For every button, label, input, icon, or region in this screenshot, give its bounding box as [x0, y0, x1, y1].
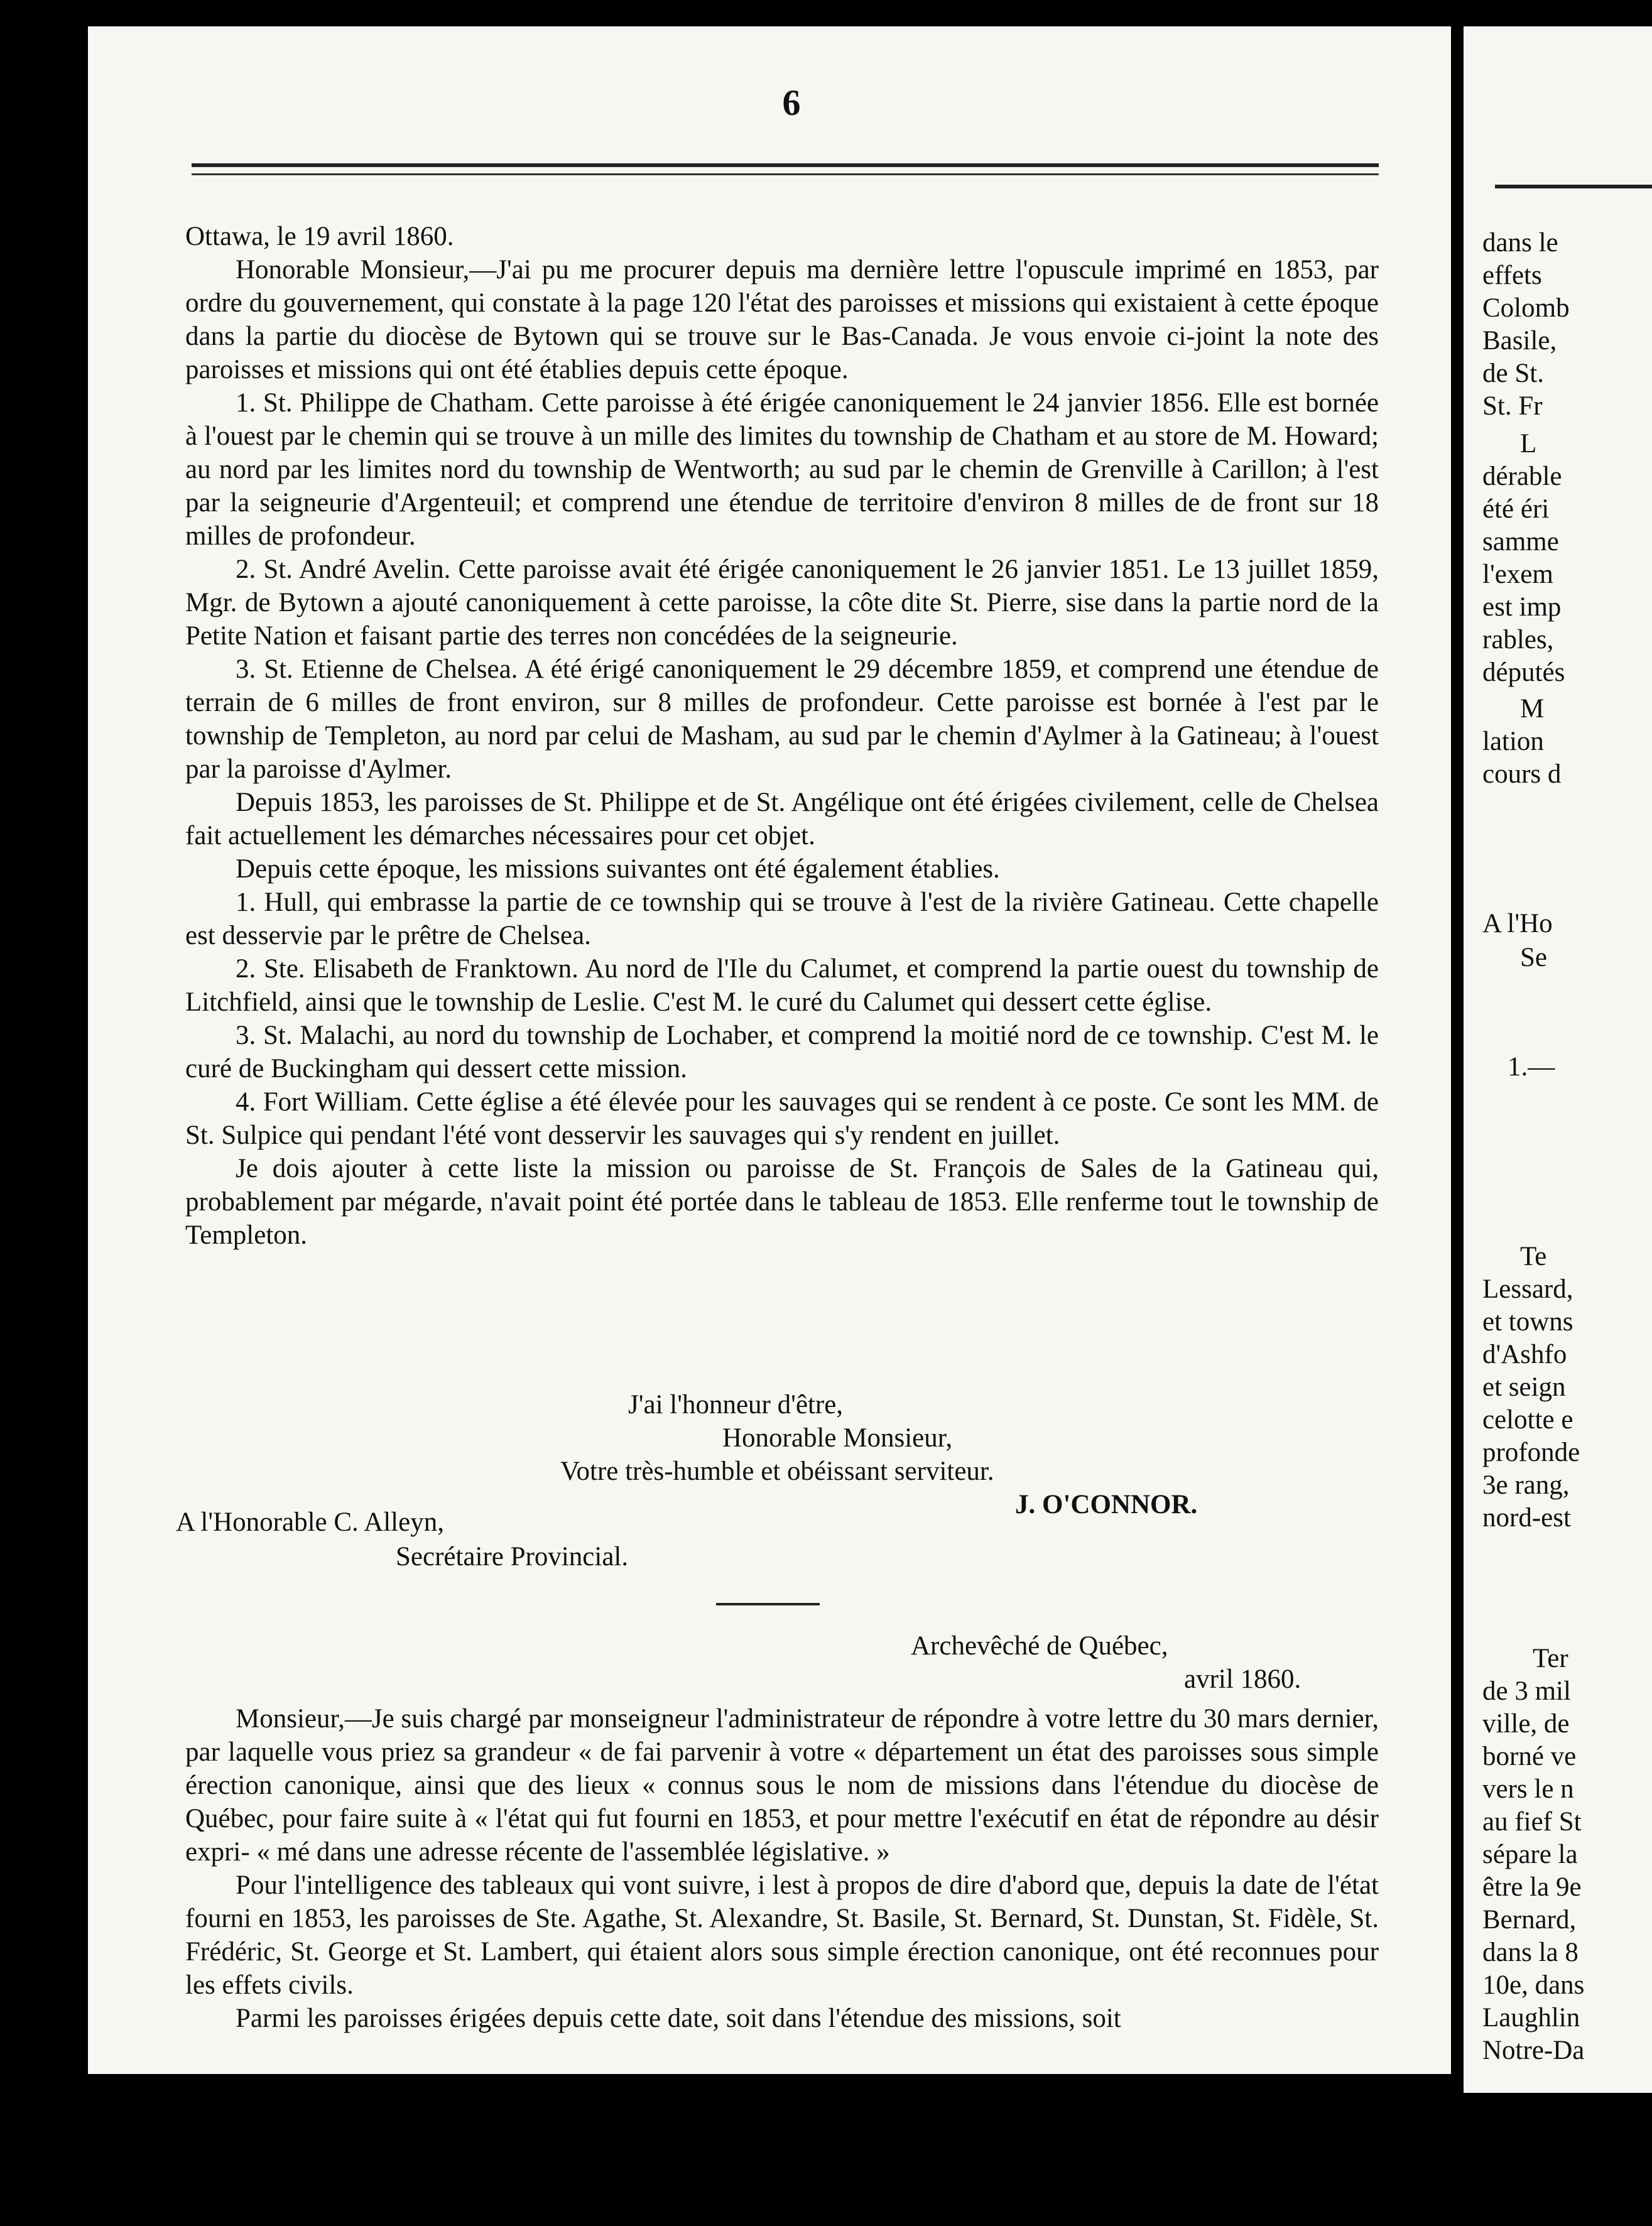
adjacent-text-fragment: profonde [1482, 1438, 1580, 1467]
letter-quebec [185, 1702, 1379, 2035]
adjacent-text-fragment: été éri [1482, 494, 1550, 524]
adjacent-text-fragment: députés [1482, 658, 1565, 687]
dateline-date: avril 1860. [1184, 1664, 1301, 1694]
addressee-title: Secrétaire Provincial. [396, 1542, 629, 1572]
adjacent-text-fragment: sépare la [1482, 1840, 1578, 1869]
paragraph: 2. Ste. Elisabeth de Franktown. Au nord de l'Ile du Calumet, et comprend la partie ouest du township de Litchfield, ainsi que le township de Leslie. C'est M. le curé du Calumet qui dessert cette église. [185, 954, 1379, 1017]
adjacent-text-fragment: A l'Ho [1482, 909, 1553, 938]
paragraph: Honorable Monsieur,—J'ai pu me procurer depuis ma dernière lettre l'opuscule imprimé en 1853, par ordre du gouvernement, qui constate à la page 120 l'état des paroisses et missions qui existaient à cette époque dans la partie du diocèse de Bytown qui se trouve sur le Bas-Canada. Je vous envoie ci-joint la note des paroisses et missions qui ont été établies depuis cette époque. [185, 255, 1379, 384]
adjacent-text-fragment: borné ve [1482, 1742, 1577, 1771]
adjacent-text-fragment: L [1520, 429, 1537, 459]
section-divider [716, 1603, 820, 1605]
adjacent-text-fragment: de 3 mil [1482, 1676, 1571, 1706]
adjacent-text-fragment: samme [1482, 527, 1559, 556]
paragraph: Pour l'intelligence des tableaux qui vont suivre, i lest à propos de dire d'abord que, depuis la date de l'état fourni en 1853, les paroisses de Ste. Agathe, St. Alexandre, St. Basile, St. Bernard, St. Dunstan, St. Fidèle, St. Frédéric, St. George et St. Lambert, qui étaient alors sous simple érection canonique, ont été reconnues pour les effets civils. [185, 1870, 1379, 2000]
adjacent-text-fragment: nord-est [1482, 1503, 1571, 1533]
closing-line: Votre très-humble et obéissant serviteur. [560, 1457, 994, 1486]
paragraph: Parmi les paroisses érigées depuis cette date, soit dans l'étendue des missions, soit [236, 2004, 1121, 2033]
adjacent-text-fragment: être la 9e [1482, 1872, 1582, 1902]
closing-line: J'ai l'honneur d'être, [628, 1390, 844, 1420]
page-number: 6 [782, 82, 801, 123]
paragraph: Depuis 1853, les paroisses de St. Philippe et de St. Angélique ont été érigées civilement, celle de Chelsea fait actuellement les démarches nécessaires pour cet objet. [185, 788, 1379, 850]
adjacent-text-fragment: Te [1520, 1242, 1547, 1271]
signature: J. O'CONNOR. [1015, 1490, 1198, 1519]
document-page [88, 26, 1451, 2074]
adjacent-text-fragment: d'Ashfo [1482, 1340, 1567, 1369]
adjacent-text-fragment: 10e, dans [1482, 1970, 1585, 2000]
adjacent-text-fragment: Notre-Da [1482, 2036, 1585, 2065]
adjacent-text-fragment: Laughlin [1482, 2003, 1580, 2033]
paragraph: 3. St. Malachi, au nord du township de Lochaber, et comprend la moitié nord de ce township. C'est M. le curé de Buckingham qui dessert cette mission. [185, 1021, 1379, 1083]
dateline-ottawa: Ottawa, le 19 avril 1860. [185, 222, 454, 251]
adjacent-page [1464, 26, 1652, 2093]
adjacent-text-fragment: Ter [1533, 1644, 1568, 1673]
adjacent-text-fragment: et towns [1482, 1307, 1573, 1337]
adjacent-text-fragment: Bernard, [1482, 1905, 1577, 1935]
adjacent-text-fragment: l'exem [1482, 560, 1553, 589]
adjacent-text-fragment: effets [1482, 261, 1542, 290]
adjacent-text-fragment: celotte e [1482, 1405, 1573, 1435]
adjacent-text-fragment: rables, [1482, 625, 1554, 654]
adjacent-text-fragment: dans le [1482, 228, 1558, 258]
adjacent-text-fragment: dérable [1482, 462, 1562, 491]
paragraph: 3. St. Etienne de Chelsea. A été érigé canoniquement le 29 décembre 1859, et comprend une étendue de terrain de 6 milles de front environ, sur 8 milles de profondeur. Cette paroisse est bornée à l'est par le township de Templeton, au nord par celui de Masham, au sud par le chemin d'Aylmer à la Gatineau; à l'ouest par la paroisse d'Aylmer. [185, 654, 1379, 784]
adjacent-text-fragment: Basile, [1482, 326, 1557, 356]
adjacent-text-fragment: au fief St [1482, 1807, 1582, 1837]
adjacent-text-fragment: est imp [1482, 592, 1562, 622]
adjacent-text-fragment: M [1520, 694, 1545, 724]
adjacent-header-rule [1495, 185, 1652, 188]
adjacent-text-fragment: cours d [1482, 759, 1562, 789]
adjacent-text-fragment: Lessard, [1482, 1274, 1573, 1304]
adjacent-text-fragment: dans la 8 [1482, 1938, 1579, 1967]
letter-oconnor [185, 220, 1379, 1252]
adjacent-text-fragment: lation [1482, 727, 1544, 756]
paragraph: 1. St. Philippe de Chatham. Cette paroisse à été érigée canoniquement le 24 janvier 1856. Elle est bornée à l'ouest par le chemin qui se trouve à un mille des limites du township de Chatham et au store de M. Howard; au nord par les limites nord du township de Wentworth; au sud par le chemin de Grenville à Carillon; à l'est par la seigneurie d'Argenteuil; et comprend une étendue de territoire d'environ 8 milles de de front sur 18 milles de profondeur. [185, 388, 1379, 551]
adjacent-text-fragment: 1.— [1508, 1052, 1555, 1082]
adjacent-text-fragment: Se [1520, 943, 1547, 972]
paragraph: Depuis cette époque, les missions suivantes ont été également établies. [236, 854, 1000, 884]
adjacent-text-fragment: de St. [1482, 359, 1544, 388]
paragraph: 4. Fort William. Cette église a été élevée pour les sauvages qui se rendent à ce poste. Ce sont les MM. de St. Sulpice qui pendant l'été vont desservir les sauvages qui s'y rendent en juillet. [185, 1087, 1379, 1150]
paragraph: Je dois ajouter à cette liste la mission ou paroisse de St. François de Sales de la Gatineau qui, probablement par mégarde, n'avait point été portée dans le tableau de 1853. Elle renferme tout le township de Templeton. [185, 1154, 1379, 1250]
header-rule [192, 163, 1379, 175]
adjacent-text-fragment: vers le n [1482, 1774, 1574, 1804]
addressee: A l'Honorable C. Alleyn, [176, 1507, 444, 1537]
paragraph: 1. Hull, qui embrasse la partie de ce township qui se trouve à l'est de la rivière Gatineau. Cette chapelle est desservie par le prêtre de Chelsea. [185, 888, 1379, 950]
adjacent-text-fragment: 3e rang, [1482, 1470, 1570, 1500]
dateline-quebec: Archevêché de Québec, [911, 1631, 1168, 1661]
adjacent-text-fragment: St. Fr [1482, 391, 1543, 421]
adjacent-text-fragment: et seign [1482, 1372, 1566, 1402]
paragraph: Monsieur,—Je suis chargé par monseigneur l'administrateur de répondre à votre lettre du 30 mars dernier, par laquelle vous priez sa grandeur « de fai parvenir à votre « département un état des paroisses sous simple érection canonique, ainsi que des lieux « connus sous le nom de missions dans l'étendue du diocèse de Québec, pour faire suite à « l'état qui fut fourni en 1853, et pour mettre l'exécutif en état de répondre au désir expri- « mé dans une adresse récente de l'assemblée législative. » [185, 1704, 1379, 1867]
closing-line: Honorable Monsieur, [722, 1423, 953, 1453]
paragraph: 2. St. André Avelin. Cette paroisse avait été érigée canoniquement le 26 janvier 1851. Le 13 juillet 1859, Mgr. de Bytown a ajouté canoniquement à cette paroisse, la côte dite St. Pierre, sise dans la partie nord de la Petite Nation et faisant partie des terres non concédées de la seigneurie. [185, 555, 1379, 651]
adjacent-text-fragment: Colomb [1482, 293, 1570, 323]
adjacent-text-fragment: ville, de [1482, 1709, 1570, 1739]
